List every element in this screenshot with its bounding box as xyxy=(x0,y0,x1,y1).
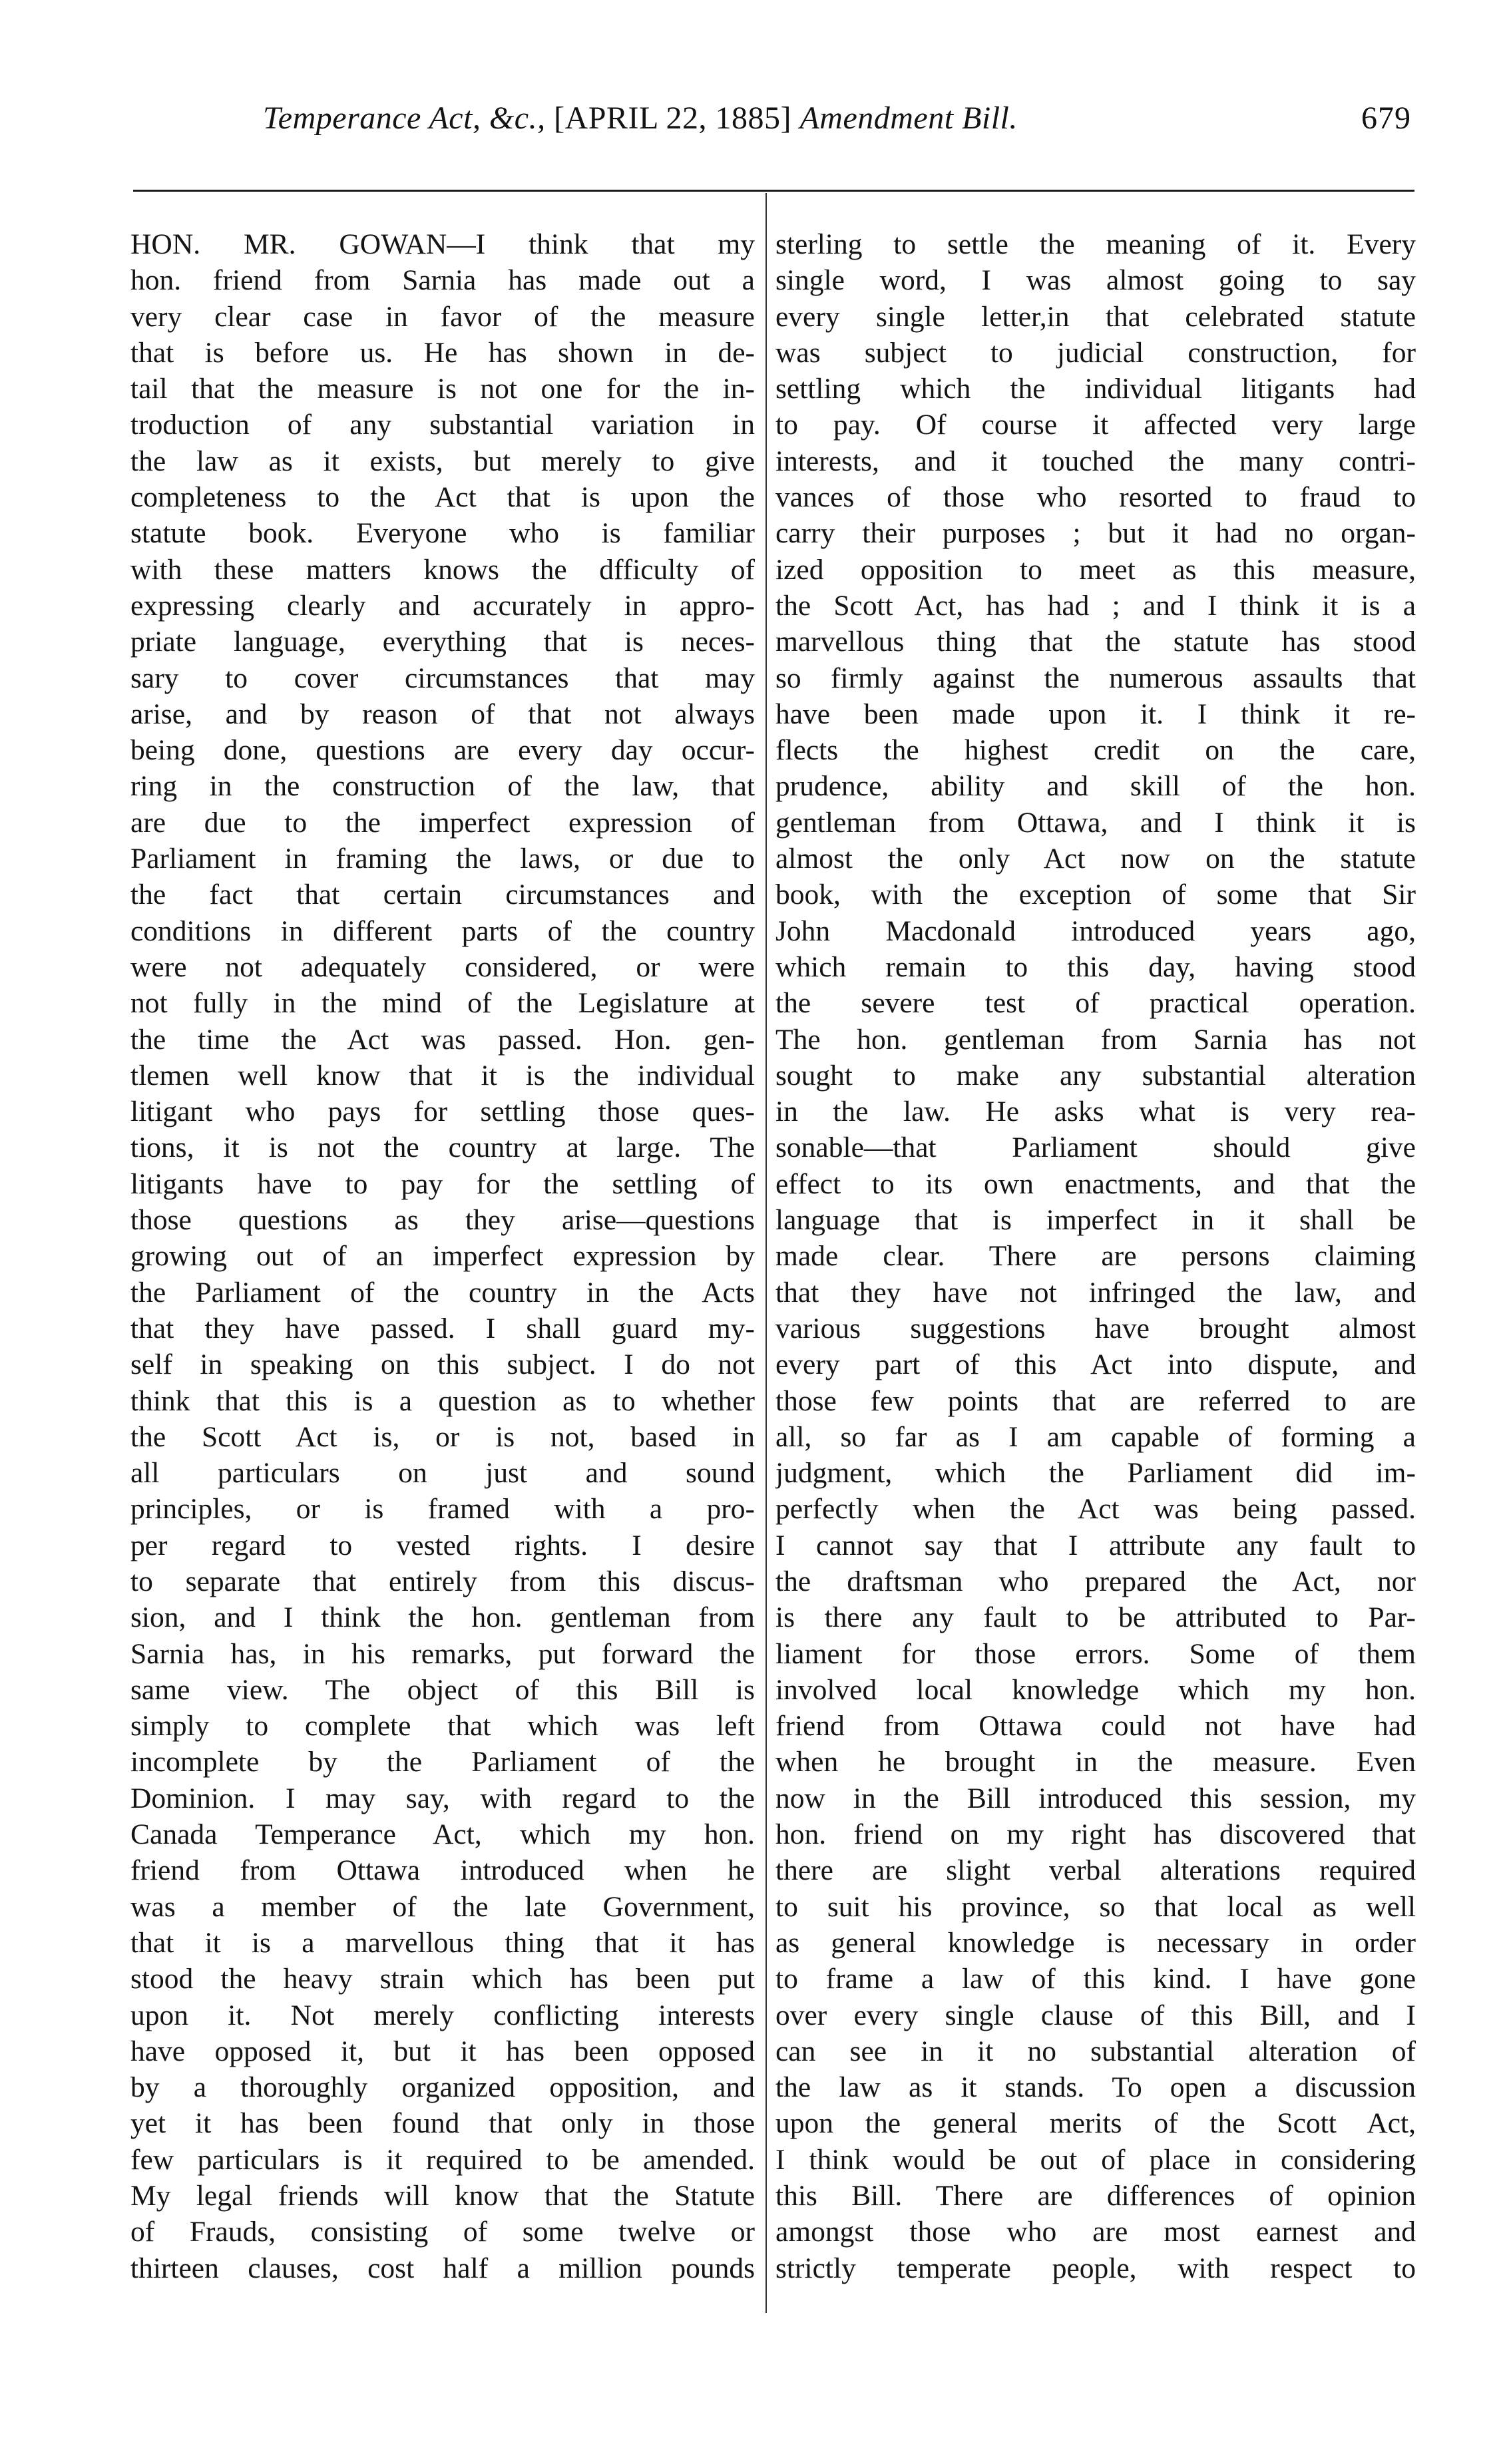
text-line: Canada Temperance Act, which my hon. xyxy=(130,1818,755,1851)
text-line: conditions in different parts of the country xyxy=(130,915,755,947)
text-line: the time the Act was passed. Hon. gen- xyxy=(130,1023,755,1056)
text-line: effect to its own enactments, and that the xyxy=(775,1167,1416,1200)
text-line: the law as it exists, but merely to give xyxy=(130,445,755,477)
text-line: the Scott Act is, or is not, based in xyxy=(130,1420,755,1453)
text-line: the fact that certain circumstances and xyxy=(130,879,755,911)
text-line: upon the general merits of the Scott Act, xyxy=(775,2107,1416,2140)
text-line: simply to complete that which was left xyxy=(130,1710,755,1743)
text-line: incomplete by the Parliament of the xyxy=(130,1746,755,1778)
text-line: friend from Ottawa could not have had xyxy=(775,1710,1416,1743)
text-line: so firmly against the numerous assaults that xyxy=(775,662,1416,694)
text-line: strictly temperate people, with respect to xyxy=(775,2252,1416,2284)
text-line: by a thoroughly organized opposition, and xyxy=(130,2071,755,2104)
text-line: completeness to the Act that is upon the xyxy=(130,481,755,514)
text-line: principles, or is framed with a pro- xyxy=(130,1493,755,1526)
text-line: book, with the exception of some that Sir xyxy=(775,879,1416,911)
text-line: not fully in the mind of the Legislature at xyxy=(130,987,755,1020)
text-line: interests, and it touched the many contri- xyxy=(775,445,1416,477)
text-line: involved local knowledge which my hon. xyxy=(775,1673,1416,1706)
text-line: hon. friend from Sarnia has made out a xyxy=(130,264,755,297)
text-line: every part of this Act into dispute, and xyxy=(775,1348,1416,1381)
text-line: the law as it stands. To open a discussion xyxy=(775,2071,1416,2104)
text-line: can see in it no substantial alteration of xyxy=(775,2035,1416,2067)
text-line: friend from Ottawa introduced when he xyxy=(130,1854,755,1887)
text-line: is there any fault to be attributed to Par- xyxy=(775,1601,1416,1634)
text-line: arise, and by reason of that not always xyxy=(130,698,755,730)
text-line: over every single clause of this Bill, and I xyxy=(775,1999,1416,2031)
text-line: now in the Bill introduced this session, my xyxy=(775,1782,1416,1814)
text-line: that it is a marvellous thing that it has xyxy=(130,1926,755,1959)
text-line: priate language, everything that is neces- xyxy=(130,626,755,658)
text-line: vances of those who resorted to fraud to xyxy=(775,481,1416,514)
text-line: statute book. Everyone who is familiar xyxy=(130,517,755,550)
text-line: ized opposition to meet as this measure, xyxy=(775,553,1416,586)
text-line: the severe test of practical operation. xyxy=(775,987,1416,1020)
text-line: growing out of an imperfect expression by xyxy=(130,1240,755,1273)
text-line: tail that the measure is not one for the in- xyxy=(130,373,755,405)
text-line: litigants have to pay for the settling of xyxy=(130,1167,755,1200)
text-line: in the law. He asks what is very rea- xyxy=(775,1096,1416,1128)
text-line: John Macdonald introduced years ago, xyxy=(775,915,1416,947)
text-line: being done, questions are every day occur- xyxy=(130,734,755,767)
text-line: yet it has been found that only in those xyxy=(130,2107,755,2140)
text-line: which remain to this day, having stood xyxy=(775,950,1416,983)
text-line: to pay. Of course it affected very large xyxy=(775,409,1416,441)
text-line: that is before us. He has shown in de- xyxy=(130,336,755,369)
text-line: the Parliament of the country in the Acts xyxy=(130,1276,755,1309)
text-line: are due to the imperfect expression of xyxy=(130,806,755,839)
text-line: when he brought in the measure. Even xyxy=(775,1746,1416,1778)
text-line: litigant who pays for settling those ques- xyxy=(130,1096,755,1128)
text-line: upon it. Not merely conflicting interests xyxy=(130,1999,755,2031)
text-line: that they have passed. I shall guard my- xyxy=(130,1312,755,1344)
text-line: thirteen clauses, cost half a million pounds xyxy=(130,2252,755,2284)
text-line: Parliament in framing the laws, or due to xyxy=(130,843,755,875)
text-line: I think would be out of place in considering xyxy=(775,2143,1416,2176)
text-line: the Scott Act, has had ; and I think it is a xyxy=(775,589,1416,622)
text-line: sonable—that Parliament should give xyxy=(775,1131,1416,1164)
text-line: few particulars is it required to be amended. xyxy=(130,2143,755,2176)
running-header xyxy=(126,100,1411,146)
right-column xyxy=(775,226,1416,2286)
text-line: language that is imperfect in it shall be xyxy=(775,1204,1416,1237)
header-title-part2: Amendment Bill. xyxy=(799,101,1018,136)
text-line: troduction of any substantial variation in xyxy=(130,409,755,441)
text-line: flects the highest credit on the care, xyxy=(775,734,1416,767)
text-line: perfectly when the Act was being passed. xyxy=(775,1493,1416,1526)
text-line: sion, and I think the hon. gentleman from xyxy=(130,1601,755,1634)
text-line: Dominion. I may say, with regard to the xyxy=(130,1782,755,1814)
text-line: sterling to settle the meaning of it. Every xyxy=(775,228,1416,260)
text-line: judgment, which the Parliament did im- xyxy=(775,1457,1416,1490)
text-line: as general knowledge is necessary in order xyxy=(775,1926,1416,1959)
text-line: amongst those who are most earnest and xyxy=(775,2216,1416,2248)
text-line: very clear case in favor of the measure xyxy=(130,300,755,333)
text-line: have been made upon it. I think it re- xyxy=(775,698,1416,730)
text-line: I cannot say that I attribute any fault to xyxy=(775,1529,1416,1561)
text-line: stood the heavy strain which has been put xyxy=(130,1963,755,1995)
text-line: were not adequately considered, or were xyxy=(130,950,755,983)
text-line: with these matters knows the dfficulty of xyxy=(130,553,755,586)
text-line: to separate that entirely from this discus- xyxy=(130,1565,755,1597)
text-line: prudence, ability and skill of the hon. xyxy=(775,770,1416,803)
text-line: per regard to vested rights. I desire xyxy=(130,1529,755,1561)
text-line: have opposed it, but it has been opposed xyxy=(130,2035,755,2067)
text-line: marvellous thing that the statute has stood xyxy=(775,626,1416,658)
text-line: this Bill. There are differences of opinion xyxy=(775,2180,1416,2212)
text-line: there are slight verbal alterations required xyxy=(775,1854,1416,1887)
text-line: expressing clearly and accurately in appro- xyxy=(130,589,755,622)
text-line: self in speaking on this subject. I do not xyxy=(130,1348,755,1381)
header-title xyxy=(263,100,1018,136)
text-line: think that this is a question as to whether xyxy=(130,1384,755,1417)
text-line: settling which the individual litigants had xyxy=(775,373,1416,405)
text-line: Sarnia has, in his remarks, put forward the xyxy=(130,1637,755,1670)
text-line: tions, it is not the country at large. The xyxy=(130,1131,755,1164)
text-line: that they have not infringed the law, and xyxy=(775,1276,1416,1309)
text-line: to frame a law of this kind. I have gone xyxy=(775,1963,1416,1995)
page-number: 679 xyxy=(1361,101,1411,136)
text-line: sought to make any substantial alteration xyxy=(775,1059,1416,1092)
left-column xyxy=(130,226,755,2286)
text-line: those questions as they arise—questions xyxy=(130,1204,755,1237)
text-line: hon. friend on my right has discovered that xyxy=(775,1818,1416,1851)
text-line: tlemen well know that it is the individual xyxy=(130,1059,755,1092)
text-line: every single letter,in that celebrated statute xyxy=(775,300,1416,333)
header-date: [APRIL 22, 1885] xyxy=(554,101,791,136)
text-line: of Frauds, consisting of some twelve or xyxy=(130,2216,755,2248)
text-line: single word, I was almost going to say xyxy=(775,264,1416,297)
text-line: almost the only Act now on the statute xyxy=(775,843,1416,875)
text-line: same view. The object of this Bill is xyxy=(130,1673,755,1706)
text-line: HON. MR. GOWAN—I think that my xyxy=(130,228,755,260)
text-line: was subject to judicial construction, for xyxy=(775,336,1416,369)
text-line: was a member of the late Government, xyxy=(130,1890,755,1923)
text-line: My legal friends will know that the Statute xyxy=(130,2180,755,2212)
text-line: made clear. There are persons claiming xyxy=(775,1240,1416,1273)
text-line: the draftsman who prepared the Act, nor xyxy=(775,1565,1416,1597)
text-line: carry their purposes ; but it had no organ- xyxy=(775,517,1416,550)
column-divider xyxy=(765,193,767,2313)
text-line: all particulars on just and sound xyxy=(130,1457,755,1490)
header-title-part1: Temperance Act, &c., xyxy=(263,101,546,136)
text-line: all, so far as I am capable of forming a xyxy=(775,1420,1416,1453)
text-line: sary to cover circumstances that may xyxy=(130,662,755,694)
text-line: various suggestions have brought almost xyxy=(775,1312,1416,1344)
header-rule xyxy=(133,190,1414,192)
text-line: ring in the construction of the law, that xyxy=(130,770,755,803)
text-line: liament for those errors. Some of them xyxy=(775,1637,1416,1670)
text-line: The hon. gentleman from Sarnia has not xyxy=(775,1023,1416,1056)
text-line: gentleman from Ottawa, and I think it is xyxy=(775,806,1416,839)
text-line: those few points that are referred to are xyxy=(775,1384,1416,1417)
text-line: to suit his province, so that local as well xyxy=(775,1890,1416,1923)
